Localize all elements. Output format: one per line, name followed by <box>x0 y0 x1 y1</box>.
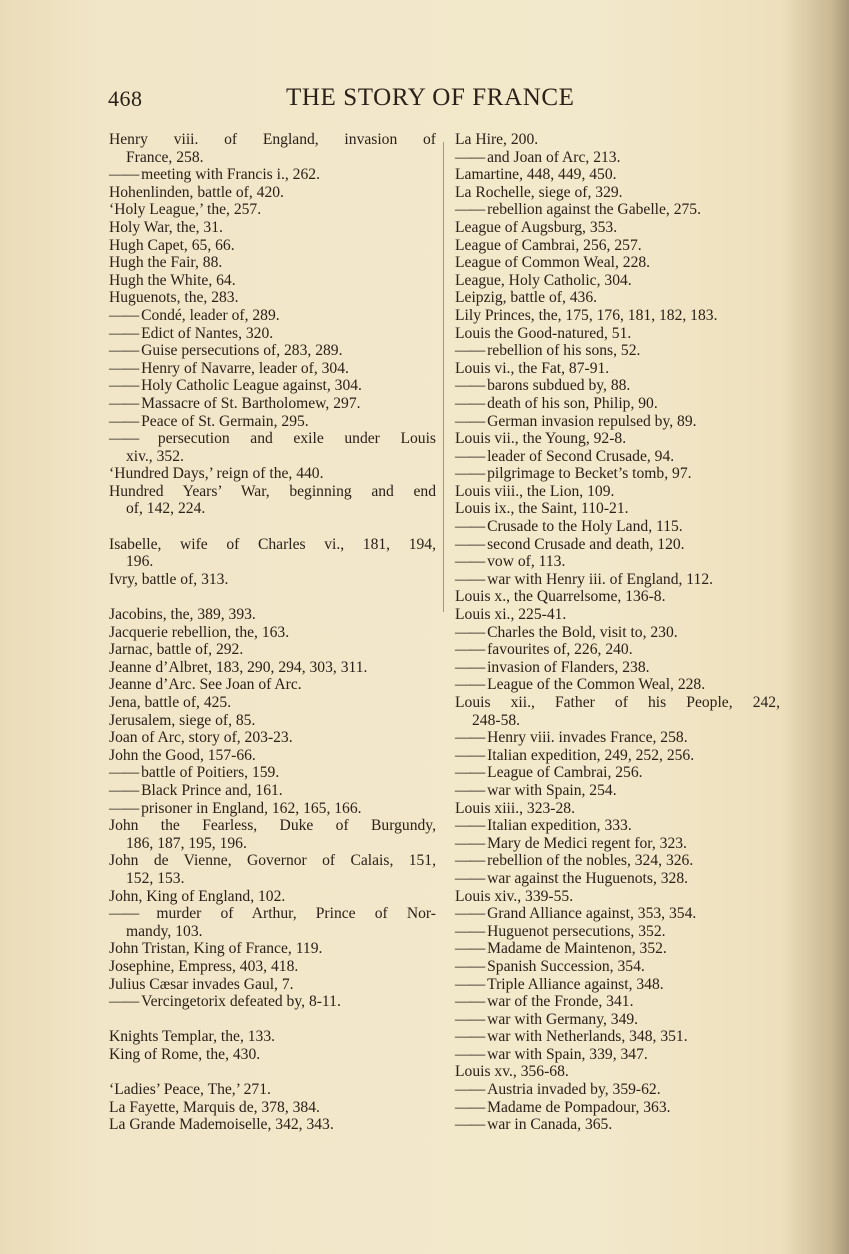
index-entry: Jarnac, battle of, 292. <box>109 641 244 659</box>
index-entry: John de Vienne, Governor of Calais, 151, <box>109 852 436 870</box>
index-entry: Holy War, the, 31. <box>109 218 223 236</box>
index-entry: —— rebellion against the Gabelle, 275. <box>455 201 780 219</box>
index-entry: —— Guise persecutions of, 283, 289. <box>109 342 436 360</box>
index-entry: Louis ix., the Saint, 110-21. <box>455 500 629 518</box>
column-divider <box>443 142 444 612</box>
index-entry: Louis the Good-natured, 51. <box>455 324 632 342</box>
index-entry: mandy, 103. <box>126 922 203 940</box>
index-entry: John Tristan, King of France, 119. <box>109 940 323 958</box>
index-entry: Louis xiii., 323-28. <box>455 799 575 817</box>
index-entry: —— barons subdued by, 88. <box>455 377 780 395</box>
index-entry: —— persecution and exile under Louis <box>109 430 436 448</box>
index-entry: —— Mary de Medici regent for, 323. <box>455 835 780 853</box>
index-entry: La Grande Mademoiselle, 342, 343. <box>109 1116 334 1134</box>
index-entry: Hohenlinden, battle of, 420. <box>109 183 284 201</box>
index-entry: —— Vercingetorix defeated by, 8-11. <box>109 993 436 1011</box>
index-entry: La Fayette, Marquis de, 378, 384. <box>109 1098 320 1116</box>
index-entry: Louis xii., Father of his People, 242, <box>455 694 780 711</box>
index-entry: xiv., 352. <box>126 447 184 465</box>
page-number: 468 <box>108 86 143 111</box>
index-entry: Louis x., the Quarrelsome, 136-8. <box>455 588 666 606</box>
index-entry: Joan of Arc, story of, 203-23. <box>109 729 293 747</box>
index-entry: —— war with Germany, 349. <box>455 1011 780 1029</box>
index-entry: Huguenots, the, 283. <box>109 289 239 307</box>
page-header <box>108 84 618 118</box>
index-entry: Julius Cæsar invades Gaul, 7. <box>109 975 294 993</box>
index-entry: —— pilgrimage to Becket’s tomb, 97. <box>455 465 780 483</box>
index-entry: —— Italian expedition, 333. <box>455 817 780 835</box>
index-entry: France, 258. <box>126 148 204 166</box>
index-entry: Louis xv., 356-68. <box>455 1063 569 1081</box>
index-entry: —— rebellion of his sons, 52. <box>455 342 780 360</box>
index-entry: Jerusalem, siege of, 85. <box>109 711 256 729</box>
index-entry: 152, 153. <box>126 869 185 887</box>
index-entry: —— Austria invaded by, 359-62. <box>455 1081 780 1099</box>
index-entry: —— meeting with Francis i., 262. <box>109 166 436 184</box>
index-entry: —— battle of Poitiers, 159. <box>109 764 436 782</box>
index-entry: —— favourites of, 226, 240. <box>455 641 780 659</box>
index-entry: —— Black Prince and, 161. <box>109 782 436 800</box>
index-entry: La Hire, 200. <box>455 131 539 148</box>
index-entry: Hundred Years’ War, beginning and end <box>109 482 436 500</box>
index-entry: ‘Holy League,’ the, 257. <box>109 201 262 219</box>
index-entry: —— Charles the Bold, visit to, 230. <box>455 624 780 642</box>
index-entry: —— Grand Alliance against, 353, 354. <box>455 905 780 923</box>
index-entry: —— Holy Catholic League against, 304. <box>109 377 436 395</box>
index-entry: —— war with Henry iii. of England, 112. <box>455 571 780 589</box>
index-entry: —— Triple Alliance against, 348. <box>455 976 780 994</box>
index-entry: Louis xi., 225-41. <box>455 606 567 624</box>
index-entry: —— League of the Common Weal, 228. <box>455 676 780 694</box>
index-entry: 248-58. <box>472 711 521 729</box>
index-entry: —— vow of, 113. <box>455 553 780 571</box>
index-entry: Jena, battle of, 425. <box>109 694 232 711</box>
index-entry: Hugh the White, 64. <box>109 271 236 289</box>
index-entry: Louis vi., the Fat, 87-91. <box>455 359 610 377</box>
index-entry: —— war with Spain, 339, 347. <box>455 1046 780 1064</box>
index-entry: —— war of the Fronde, 341. <box>455 993 780 1011</box>
index-entry: —— League of Cambrai, 256. <box>455 764 780 782</box>
index-entry: —— Madame de Pompadour, 363. <box>455 1099 780 1117</box>
index-column-left <box>109 131 436 1134</box>
index-entry: —— Condé, leader of, 289. <box>109 307 436 325</box>
index-entry: —— war with Spain, 254. <box>455 782 780 800</box>
index-entry: Isabelle, wife of Charles vi., 181, 194, <box>109 535 436 553</box>
index-entry: 186, 187, 195, 196. <box>126 834 247 852</box>
index-entry: Lily Princes, the, 175, 176, 181, 182, 183. <box>455 306 718 324</box>
index-entry: Jacobins, the, 389, 393. <box>109 606 256 624</box>
index-entry: —— Italian expedition, 249, 252, 256. <box>455 747 780 765</box>
running-title: THE STORY OF FRANCE <box>286 84 575 111</box>
index-entry: —— Henry of Navarre, leader of, 304. <box>109 360 436 378</box>
index-entry: —— rebellion of the nobles, 324, 326. <box>455 852 780 870</box>
index-entry: —— Huguenot persecutions, 352. <box>455 923 780 941</box>
index-entry: —— war with Netherlands, 348, 351. <box>455 1028 780 1046</box>
index-entry: —— war in Canada, 365. <box>455 1116 780 1134</box>
index-entry: Hugh Capet, 65, 66. <box>109 236 235 254</box>
index-entry: —— leader of Second Crusade, 94. <box>455 448 780 466</box>
index-entry: —— Spanish Succession, 354. <box>455 958 780 976</box>
index-entry: Leipzig, battle of, 436. <box>455 289 598 307</box>
index-column-right <box>455 131 780 1134</box>
index-entry: —— death of his son, Philip, 90. <box>455 395 780 413</box>
index-entry: —— war against the Huguenots, 328. <box>455 870 780 888</box>
index-entry: Louis viii., the Lion, 109. <box>455 482 615 500</box>
index-entry: —— and Joan of Arc, 213. <box>455 149 780 167</box>
index-entry: —— Henry viii. invades France, 258. <box>455 729 780 747</box>
index-entry: —— second Crusade and death, 120. <box>455 536 780 554</box>
index-entry: League of Cambrai, 256, 257. <box>455 236 642 254</box>
index-entry: 196. <box>126 553 154 571</box>
index-entry: —— prisoner in England, 162, 165, 166. <box>109 800 436 818</box>
index-entry: King of Rome, the, 430. <box>109 1045 261 1063</box>
index-entry: Lamartine, 448, 449, 450. <box>455 166 617 184</box>
index-entry: Henry viii. of England, invasion of <box>109 131 436 148</box>
index-entry: —— German invasion repulsed by, 89. <box>455 413 780 431</box>
index-entry: Jacquerie rebellion, the, 163. <box>109 623 290 641</box>
index-entry: Louis vii., the Young, 92-8. <box>455 430 627 448</box>
index-entry: Knights Templar, the, 133. <box>109 1028 276 1046</box>
index-entry: Hugh the Fair, 88. <box>109 254 223 272</box>
index-entry: John, King of England, 102. <box>109 887 286 905</box>
index-entry: of, 142, 224. <box>126 500 206 518</box>
index-entry: Josephine, Empress, 403, 418. <box>109 957 299 975</box>
index-entry: La Rochelle, siege of, 329. <box>455 183 623 201</box>
index-entry: —— Edict of Nantes, 320. <box>109 325 436 343</box>
index-entry: Jeanne d’Arc. See Joan of Arc. <box>109 676 302 694</box>
index-entry: League of Augsburg, 353. <box>455 218 618 236</box>
index-entry: —— murder of Arthur, Prince of Nor- <box>109 905 436 923</box>
index-entry: —— invasion of Flanders, 238. <box>455 659 780 677</box>
index-entry: ‘Hundred Days,’ reign of the, 440. <box>109 465 324 483</box>
index-entry: —— Madame de Maintenon, 352. <box>455 940 780 958</box>
index-entry: Ivry, battle of, 313. <box>109 570 229 588</box>
index-entry: John the Good, 157-66. <box>109 746 256 764</box>
index-entry: Jeanne d’Albret, 183, 290, 294, 303, 311. <box>109 658 368 676</box>
index-entry: John the Fearless, Duke of Burgundy, <box>109 817 436 835</box>
index-entry: —— Massacre of St. Bartholomew, 297. <box>109 395 436 413</box>
index-entry: League of Common Weal, 228. <box>455 254 651 272</box>
index-entry: ‘Ladies’ Peace, The,’ 271. <box>109 1081 271 1099</box>
index-entry: Louis xiv., 339-55. <box>455 887 574 905</box>
index-entry: —— Peace of St. Germain, 295. <box>109 413 436 431</box>
index-entry: —— Crusade to the Holy Land, 115. <box>455 518 780 536</box>
index-entry: League, Holy Catholic, 304. <box>455 271 632 289</box>
